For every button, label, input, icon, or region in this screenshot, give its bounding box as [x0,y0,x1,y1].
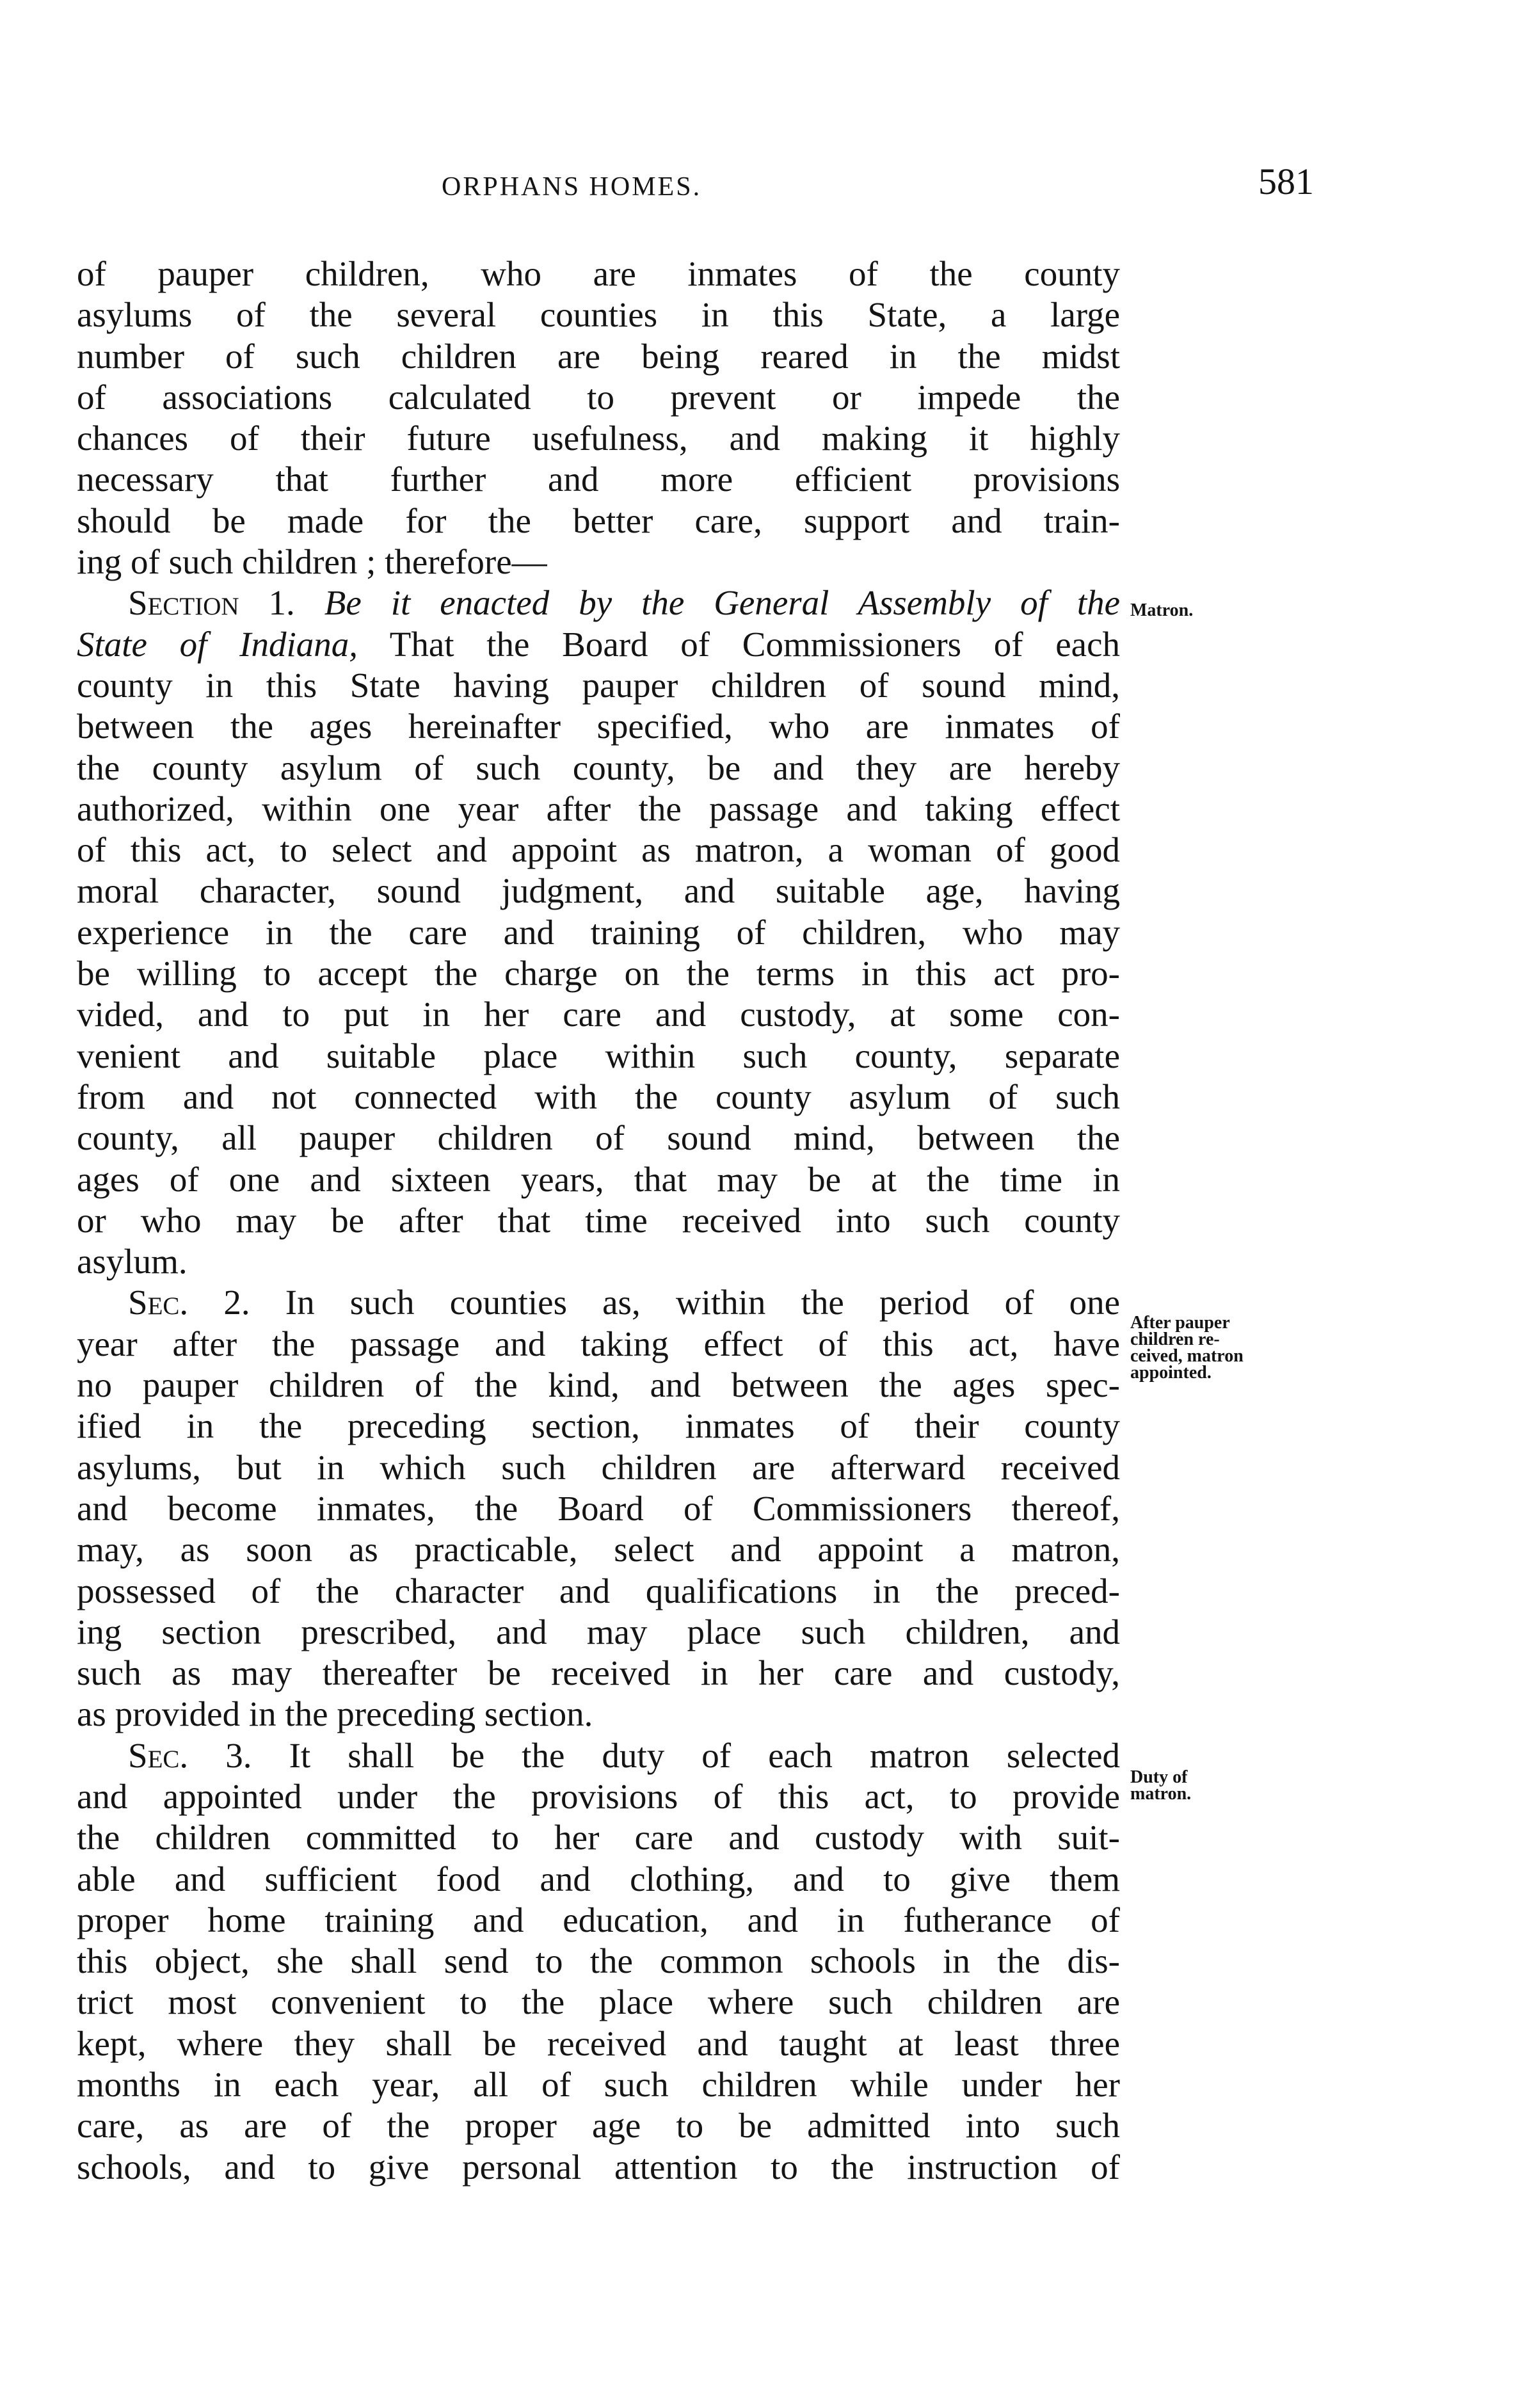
text-line: of associations calculated to prevent or impede the [77,377,1120,417]
text-line: county in this State having pauper children of sound mind, [77,665,1120,705]
section-1-label: Section 1. [128,583,295,623]
section-3-text: It shall be the duty of each matron selected [252,1735,1120,1775]
text-line: chances of their future usefulness, and making it highly [77,419,1120,458]
body-text [77,253,1120,2188]
margin-note-duty-of-matron [1130,1769,1191,1802]
text-line: may, as soon as practicable, select and appoint a matron, [77,1530,1120,1569]
section-2-label: Sec. 2. [128,1283,250,1322]
section-1-second-line [77,624,1120,665]
section-2-opening-line [77,1282,1120,1323]
text-line: kept, where they shall be received and taught at least three [77,2023,1120,2063]
margin-note-line: appointed. [1130,1363,1212,1383]
margin-note-after-pauper [1130,1315,1244,1381]
text-line: from and not connected with the county asylum of such [77,1077,1120,1116]
margin-note-line: matron. [1130,1784,1192,1804]
text-line: of this act, to select and appoint as matron, a woman of good [77,830,1120,870]
margin-note-line: After pauper [1130,1313,1230,1333]
section-3-label: Sec. 3. [128,1735,252,1775]
text-line: ified in the preceding section, inmates of their county [77,1406,1120,1446]
enacting-clause: Be it enacted by the General Assembly of the [324,583,1121,623]
section-3-opening-line [77,1735,1120,1776]
text-line: no pauper children of the kind, and between the ages spec- [77,1365,1120,1405]
margin-note-matron: Matron. [1130,600,1194,620]
text-line: trict most convenient to the place where such children are [77,1982,1120,2022]
section-1-text: That the Board of Commissioners of each [358,624,1121,664]
page-number: 581 [1258,161,1314,202]
text-line: the children committed to her care and custody with suit- [77,1818,1120,1858]
text-line: ing of such children ; therefore— [77,542,547,582]
running-head: ORPHANS HOMES. [442,172,702,202]
text-line: authorized, within one year after the passage and taking effect [77,789,1120,828]
text-line: should be made for the better care, support and train- [77,501,1120,540]
text-line: necessary that further and more efficient provisions [77,460,1120,499]
text-line: as provided in the preceding section. [77,1694,593,1734]
enacting-clause-state: State of Indiana, [77,624,358,664]
text-line: schools, and to give personal attention to the instruction of [77,2147,1120,2187]
text-line: between the ages hereinafter specified, who are inmates of [77,707,1120,746]
margin-note-line: Duty of [1130,1767,1188,1787]
text-line: year after the passage and taking effect of this act, have [77,1324,1120,1363]
text-line: asylums, but in which such children are afterward received [77,1447,1120,1487]
text-line: number of such children are being reared in the midst [77,336,1120,376]
margin-note-line: children re- [1130,1329,1220,1349]
text-line: care, as are of the proper age to be admitted into such [77,2106,1120,2146]
text-line: experience in the care and training of children, who may [77,912,1120,952]
margin-note-line: ceived, matron [1130,1346,1244,1366]
text-line: possessed of the character and qualifications in the preced- [77,1571,1120,1610]
text-line: ages of one and sixteen years, that may be at the time in [77,1159,1120,1199]
text-line: proper home training and education, and in futherance of [77,1900,1120,1939]
text-line: and appointed under the provisions of this act, to provide [77,1776,1120,1816]
section-1-opening-line [77,582,1120,623]
text-line: or who may be after that time received into such county [77,1200,1120,1240]
text-line: such as may thereafter be received in her care and custody, [77,1653,1120,1693]
text-line: and become inmates, the Board of Commissioners thereof, [77,1488,1120,1528]
text-line: months in each year, all of such children while under her [77,2065,1120,2105]
text-line: of pauper children, who are inmates of the county [77,254,1120,293]
text-line: vided, and to put in her care and custody, at some con- [77,995,1120,1034]
section-2-text: In such counties as, within the period of one [250,1283,1120,1322]
text-line: able and sufficient food and clothing, and to give them [77,1859,1120,1898]
text-line: venient and suitable place within such county, separate [77,1036,1120,1075]
text-line: asylum. [77,1242,188,1281]
text-line: moral character, sound judgment, and suitable age, having [77,871,1120,911]
text-line: this object, she shall send to the common schools in the dis- [77,1941,1120,1981]
text-line: ing section prescribed, and may place such children, and [77,1612,1120,1651]
text-line: asylums of the several counties in this State, a large [77,295,1120,335]
text-line: county, all pauper children of sound mind, between the [77,1118,1120,1158]
text-line: the county asylum of such county, be and they are hereby [77,748,1120,787]
text-line: be willing to accept the charge on the terms in this act pro- [77,954,1120,993]
